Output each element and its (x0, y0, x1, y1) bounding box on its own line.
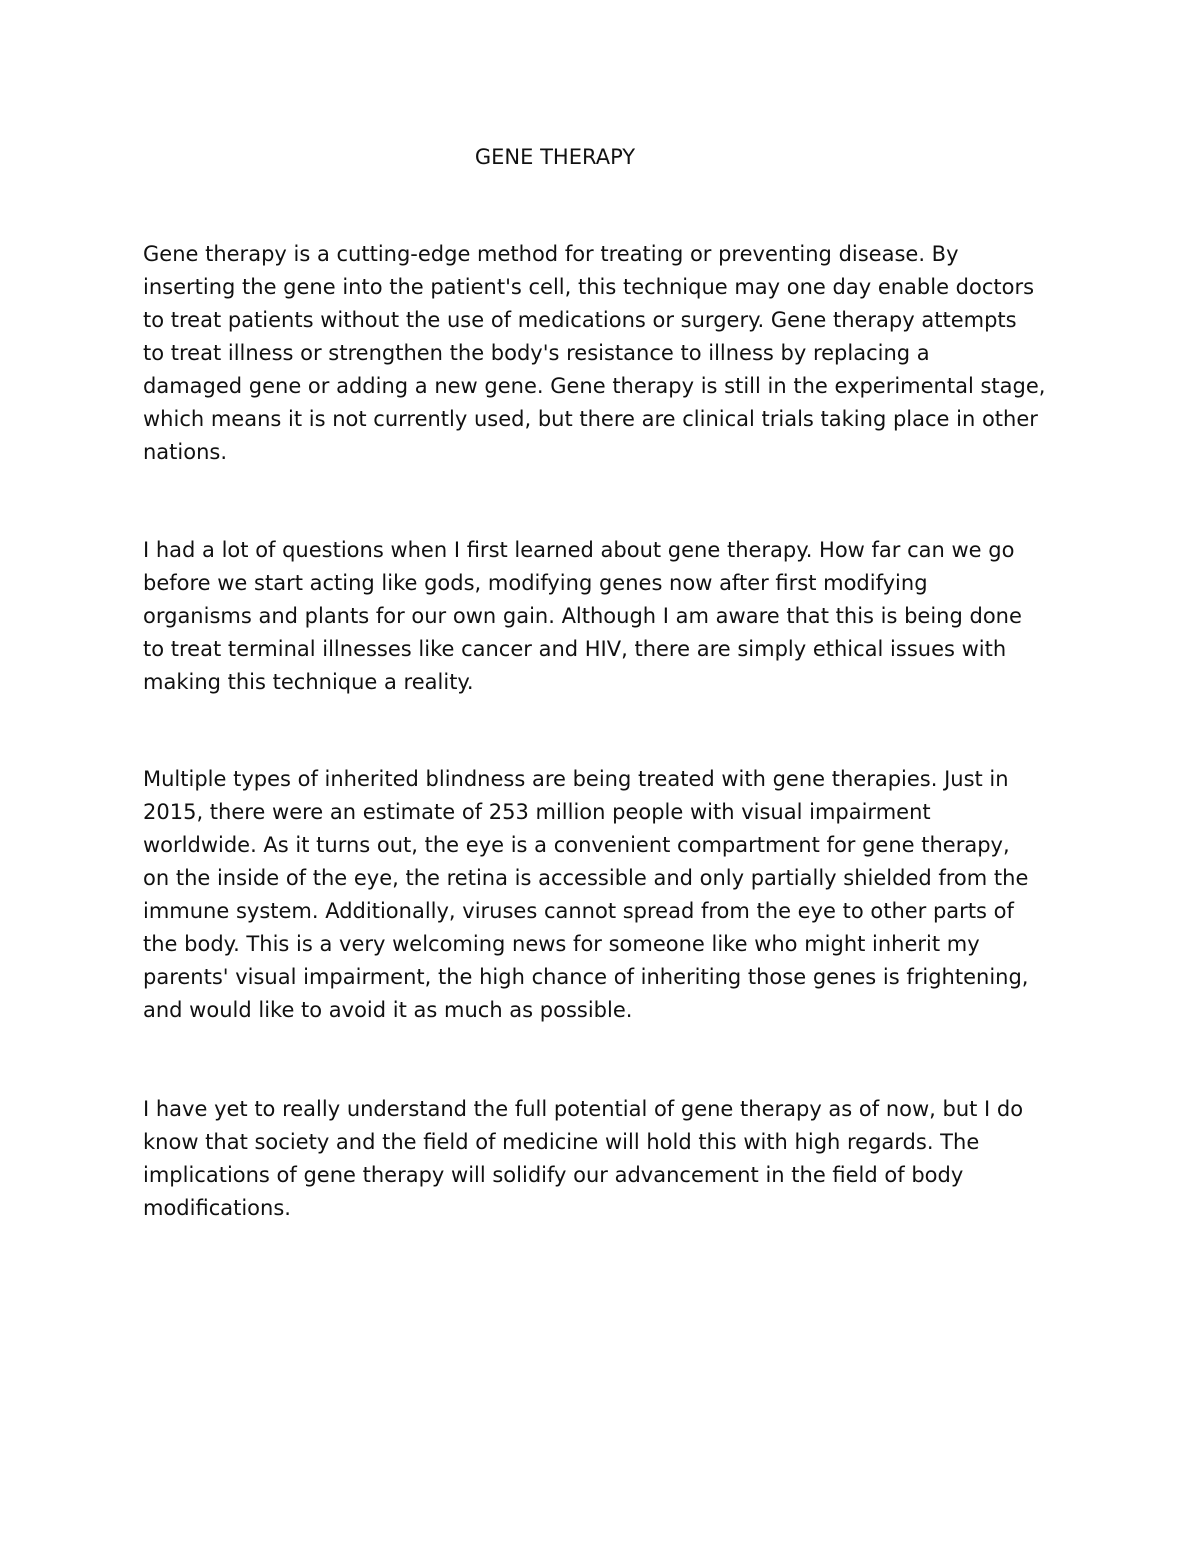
paragraph-line: worldwide. As it turns out, the eye is a convenient compartment for gene therapy, (143, 833, 1010, 857)
paragraph-line: I had a lot of questions when I first learned about gene therapy. How far can we go (143, 538, 1015, 562)
paragraph-line: implications of gene therapy will solidify our advancement in the field of body (143, 1163, 964, 1187)
paragraph-line: 2015, there were an estimate of 253 million people with visual impairment (143, 800, 931, 824)
paragraph-line: which means it is not currently used, but there are clinical trials taking place in other (143, 407, 1038, 431)
paragraph-line: making this technique a reality. (143, 670, 474, 694)
paragraph-line: damaged gene or adding a new gene. Gene therapy is still in the experimental stage, (143, 374, 1046, 398)
paragraph-line: the body. This is a very welcoming news for someone like who might inherit my (143, 932, 980, 956)
paragraph-line: to treat patients without the use of medications or surgery. Gene therapy attempts (143, 308, 1017, 332)
paragraph-line: know that society and the field of medicine will hold this with high regards. The (143, 1130, 980, 1154)
paragraph-line: to treat illness or strengthen the body's resistance to illness by replacing a (143, 341, 930, 365)
paragraph-line: organisms and plants for our own gain. Although I am aware that this is being done (143, 604, 1022, 628)
paragraph-line: to treat terminal illnesses like cancer and HIV, there are simply ethical issues with (143, 637, 1007, 661)
paragraph-line: inserting the gene into the patient's cell, this technique may one day enable doctors (143, 275, 1035, 299)
paragraph-line: before we start acting like gods, modifying genes now after first modifying (143, 571, 928, 595)
paragraph-blindness (143, 763, 1073, 1027)
paragraph-line: Gene therapy is a cutting-edge method for treating or preventing disease. By (143, 242, 959, 266)
paragraph-line: I have yet to really understand the full potential of gene therapy as of now, but I do (143, 1097, 1024, 1121)
paragraph-line: and would like to avoid it as much as possible. (143, 998, 633, 1022)
paragraph-introduction (143, 238, 1073, 469)
paragraph-line: parents' visual impairment, the high chance of inheriting those genes is frightening, (143, 965, 1029, 989)
paragraph-conclusion (143, 1093, 1073, 1225)
paragraph-line: immune system. Additionally, viruses cannot spread from the eye to other parts of (143, 899, 1014, 923)
paragraph-line: nations. (143, 440, 228, 464)
paragraph-line: Multiple types of inherited blindness are being treated with gene therapies. Just in (143, 767, 1009, 791)
paragraph-line: on the inside of the eye, the retina is accessible and only partially shielded from the (143, 866, 1029, 890)
paragraph-line: modifications. (143, 1196, 291, 1220)
document-title: GENE THERAPY (474, 145, 636, 169)
paragraph-questions (143, 534, 1073, 699)
